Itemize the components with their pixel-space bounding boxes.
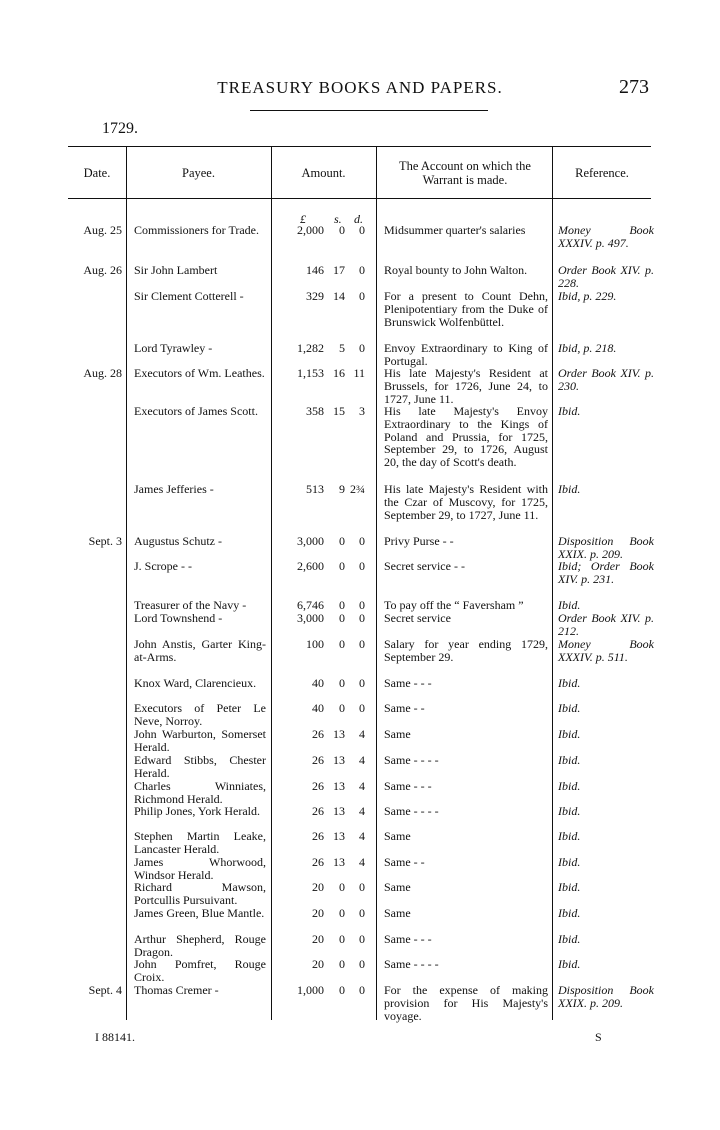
row-reference (558, 367, 654, 393)
amount-pounds: 26 (312, 804, 324, 818)
row-reference (558, 881, 654, 894)
amount-pounds: 20 (312, 880, 324, 894)
amount-shillings: 13 (333, 727, 345, 741)
row-reference (558, 830, 654, 843)
row-reference (558, 984, 654, 1010)
reference-text: Order Book XIV. p. 228. (558, 263, 654, 290)
reference-text: Ibid. (558, 753, 581, 767)
amount-pence: 0 (359, 263, 365, 277)
row-account: For the expense of making provision for His Majesty's voyage. (384, 983, 548, 1023)
row-payee: Knox Ward, Clarencieux. (134, 676, 257, 690)
amount-pounds: 26 (312, 727, 324, 741)
reference-text: Ibid. (558, 855, 581, 869)
reference-text: Ibid. (558, 701, 581, 715)
row-account: Same (384, 906, 411, 920)
amount-pounds: 26 (312, 829, 324, 843)
row-reference (558, 638, 654, 664)
reference-text: Order Book XIV. p. 230. (558, 366, 654, 393)
reference-text: Ibid; Order Book XIV. p. 231. (558, 559, 654, 586)
column-header-payee: Payee. (182, 166, 215, 180)
row-payee: Sir Clement Cotterell - (134, 289, 244, 303)
amount-pence: 4 (359, 779, 365, 793)
reference-text: Ibid, p. 229. (558, 289, 617, 303)
row-reference (558, 958, 654, 971)
amount-pence: 0 (359, 983, 365, 997)
amount-pence: 4 (359, 804, 365, 818)
amount-shillings: 14 (333, 289, 345, 303)
amount-shillings: 0 (339, 534, 345, 548)
row-payee: Stephen Martin Leake, Lancaster Herald. (134, 829, 266, 856)
reference-text: Ibid, p. 218. (558, 341, 617, 355)
amount-pounds: 20 (312, 906, 324, 920)
row-account: Same - - - (384, 779, 432, 793)
reference-text: Disposition Book XXIX. p. 209. (558, 983, 654, 1010)
amount-shillings: 13 (333, 753, 345, 767)
amount-pence: 0 (359, 341, 365, 355)
amount-shillings: 0 (339, 880, 345, 894)
amount-pence: 0 (359, 223, 365, 237)
amount-pounds: 146 (306, 263, 324, 277)
row-date: Aug. 25 (83, 223, 122, 237)
printer-signature: I 88141. (95, 1030, 135, 1044)
amount-pence: 4 (359, 727, 365, 741)
amount-pence: 4 (359, 753, 365, 767)
amount-shillings: 0 (339, 957, 345, 971)
page-number: 273 (619, 76, 649, 98)
amount-shillings: 9 (339, 482, 345, 496)
row-reference (558, 728, 654, 741)
row-reference (558, 933, 654, 946)
row-payee: Thomas Cremer - (134, 983, 219, 997)
column-header-date: Date. (83, 166, 111, 180)
unit-pounds: £ (300, 212, 306, 226)
reference-text: Ibid. (558, 779, 581, 793)
reference-text: Ibid. (558, 598, 581, 612)
row-account: To pay off the “ Faversham ” (384, 598, 524, 612)
reference-text: Ibid. (558, 957, 581, 971)
amount-shillings: 17 (333, 263, 345, 277)
row-reference (558, 264, 654, 290)
reference-text: Ibid. (558, 804, 581, 818)
amount-pence: 0 (359, 701, 365, 715)
amount-pounds: 3,000 (297, 534, 324, 548)
row-date: Sept. 3 (88, 534, 122, 548)
row-account: Same - - - - (384, 804, 439, 818)
amount-shillings: 0 (339, 906, 345, 920)
amount-shillings: 0 (339, 598, 345, 612)
row-payee: Augustus Schutz - (134, 534, 222, 548)
unit-shillings: s. (334, 212, 342, 226)
amount-pounds: 26 (312, 753, 324, 767)
row-payee: Edward Stibbs, Chester Herald. (134, 753, 266, 780)
row-payee: Treasurer of the Navy - (134, 598, 247, 612)
amount-pounds: 1,000 (297, 983, 324, 997)
amount-shillings: 0 (339, 932, 345, 946)
reference-text: Ibid. (558, 829, 581, 843)
row-account: Same - - - - (384, 957, 439, 971)
amount-pounds: 20 (312, 932, 324, 946)
row-account: His late Majesty's Resident at Brussels, for 1726, June 24, to 1727, June 11. (384, 366, 548, 406)
unit-pence: d. (354, 212, 363, 226)
amount-pounds: 40 (312, 676, 324, 690)
amount-pounds: 3,000 (297, 611, 324, 625)
amount-shillings: 16 (333, 366, 345, 380)
reference-text: Ibid. (558, 906, 581, 920)
amount-pounds: 2,000 (297, 223, 324, 237)
reference-text: Ibid. (558, 482, 581, 496)
row-payee: Lord Townshend - (134, 611, 223, 625)
row-account: Midsummer quarter's salaries (384, 223, 526, 237)
amount-shillings: 0 (339, 676, 345, 690)
row-payee: Philip Jones, York Herald. (134, 804, 261, 818)
amount-pence: 0 (359, 637, 365, 651)
amount-pence: 0 (359, 598, 365, 612)
amount-shillings: 0 (339, 611, 345, 625)
row-payee: Sir John Lambert (134, 263, 218, 277)
reference-text: Ibid. (558, 676, 581, 690)
row-account: Same (384, 727, 411, 741)
row-reference (558, 780, 654, 793)
amount-shillings: 0 (339, 223, 345, 237)
running-title: TREASURY BOOKS AND PAPERS. (217, 78, 503, 97)
row-payee: Executors of Wm. Leathes. (134, 366, 265, 380)
reference-text: Money Book XXXIV. p. 497. (558, 223, 654, 250)
amount-pence: 11 (353, 366, 365, 380)
reference-text: Ibid. (558, 404, 581, 418)
row-payee: John Pomfret, Rouge Croix. (134, 957, 266, 984)
row-reference (558, 907, 654, 920)
row-date: Sept. 4 (88, 983, 122, 997)
row-payee: John Anstis, Garter King-at-Arms. (134, 637, 266, 664)
amount-pence: 0 (359, 906, 365, 920)
row-reference (558, 702, 654, 715)
row-reference (558, 856, 654, 869)
amount-pounds: 2,600 (297, 559, 324, 573)
amount-shillings: 0 (339, 637, 345, 651)
amount-pence: 0 (359, 957, 365, 971)
row-account: Royal bounty to John Walton. (384, 263, 528, 277)
column-header-account: The Account on which the Warrant is made. (399, 159, 531, 187)
amount-pounds: 20 (312, 957, 324, 971)
amount-pence: 0 (359, 611, 365, 625)
row-account: Same - - - (384, 932, 432, 946)
amount-shillings: 0 (339, 701, 345, 715)
row-payee: John Warburton, Somerset Herald. (134, 727, 266, 754)
row-date: Aug. 28 (83, 366, 122, 380)
row-payee: James Whorwood, Windsor Herald. (134, 855, 266, 882)
row-account: His late Majesty's Resident with the Czar of Muscovy, for 1725, September 29, to 1727, June 11. (384, 482, 548, 522)
row-account: Same (384, 829, 411, 843)
amount-shillings: 15 (333, 404, 345, 418)
amount-pence: 0 (359, 559, 365, 573)
row-reference (558, 535, 654, 561)
row-payee: Executors of Peter Le Neve, Norroy. (134, 701, 266, 728)
row-account: Secret service - - (384, 559, 465, 573)
amount-pounds: 6,746 (297, 598, 324, 612)
row-account: Salary for year ending 1729, September 29. (384, 637, 548, 664)
row-account: Same - - (384, 855, 425, 869)
row-reference (558, 405, 654, 418)
row-reference (558, 560, 654, 586)
reference-text: Money Book XXXIV. p. 511. (558, 637, 654, 664)
row-payee: Richard Mawson, Portcullis Pursuivant. (134, 880, 266, 907)
amount-pounds: 100 (306, 637, 324, 651)
amount-pence: 0 (359, 289, 365, 303)
amount-shillings: 0 (339, 983, 345, 997)
reference-text: Disposition Book XXIX. p. 209. (558, 534, 654, 561)
amount-pounds: 513 (306, 482, 324, 496)
row-reference (558, 483, 654, 496)
amount-shillings: 13 (333, 779, 345, 793)
column-header-reference: Reference. (575, 166, 629, 180)
row-reference (558, 612, 654, 638)
amount-pence: 4 (359, 855, 365, 869)
row-account: His late Majesty's Envoy Extraordinary to the Kings of Poland and Prussia, for 1725, September 29, to 1726, August 20, the day of Scott's death. (384, 404, 548, 470)
row-payee: Commissioners for Trade. (134, 223, 260, 237)
row-payee: James Green, Blue Mantle. (134, 906, 265, 920)
amount-shillings: 5 (339, 341, 345, 355)
row-payee: Lord Tyrawley - (134, 341, 213, 355)
row-account: Privy Purse - - (384, 534, 454, 548)
row-reference (558, 224, 654, 250)
row-reference (558, 805, 654, 818)
row-reference (558, 599, 654, 612)
row-account: Envoy Extraordinary to King of Portugal. (384, 341, 548, 368)
row-account: Same - - - - (384, 753, 439, 767)
amount-pence: 0 (359, 880, 365, 894)
amount-shillings: 13 (333, 855, 345, 869)
reference-text: Ibid. (558, 727, 581, 741)
row-payee: Arthur Shepherd, Rouge Dragon. (134, 932, 266, 959)
reference-text: Order Book XIV. p. 212. (558, 611, 654, 638)
amount-pounds: 26 (312, 855, 324, 869)
amount-pounds: 1,153 (297, 366, 324, 380)
reference-text: Ibid. (558, 932, 581, 946)
amount-shillings: 0 (339, 559, 345, 573)
amount-pounds: 358 (306, 404, 324, 418)
row-payee: J. Scrope - - (134, 559, 192, 573)
row-reference (558, 342, 654, 355)
amount-pounds: 26 (312, 779, 324, 793)
row-reference (558, 290, 654, 303)
amount-pence: 3 (359, 404, 365, 418)
row-account: Same (384, 880, 411, 894)
reference-text: Ibid. (558, 880, 581, 894)
row-payee: James Jefferies - (134, 482, 214, 496)
row-account: Same - - - (384, 676, 432, 690)
amount-pounds: 329 (306, 289, 324, 303)
amount-pence: 2¾ (350, 482, 365, 496)
amount-pounds: 40 (312, 701, 324, 715)
amount-pence: 4 (359, 829, 365, 843)
row-reference (558, 677, 654, 690)
row-account: Secret service (384, 611, 451, 625)
amount-pounds: 1,282 (297, 341, 324, 355)
row-payee: Executors of James Scott. (134, 404, 258, 418)
amount-pence: 0 (359, 534, 365, 548)
amount-shillings: 13 (333, 829, 345, 843)
amount-pence: 0 (359, 932, 365, 946)
amount-shillings: 13 (333, 804, 345, 818)
row-account: Same - - (384, 701, 425, 715)
year-heading: 1729. (102, 120, 138, 137)
row-account: For a present to Count Dehn, Plenipotentiary from the Duke of Brunswick Wolfenbüttel. (384, 289, 548, 329)
column-header-amount: Amount. (301, 166, 346, 180)
row-date: Aug. 26 (83, 263, 122, 277)
sheet-signature: S (595, 1030, 602, 1044)
row-payee: Charles Winniates, Richmond Herald. (134, 779, 266, 806)
row-reference (558, 754, 654, 767)
amount-pence: 0 (359, 676, 365, 690)
